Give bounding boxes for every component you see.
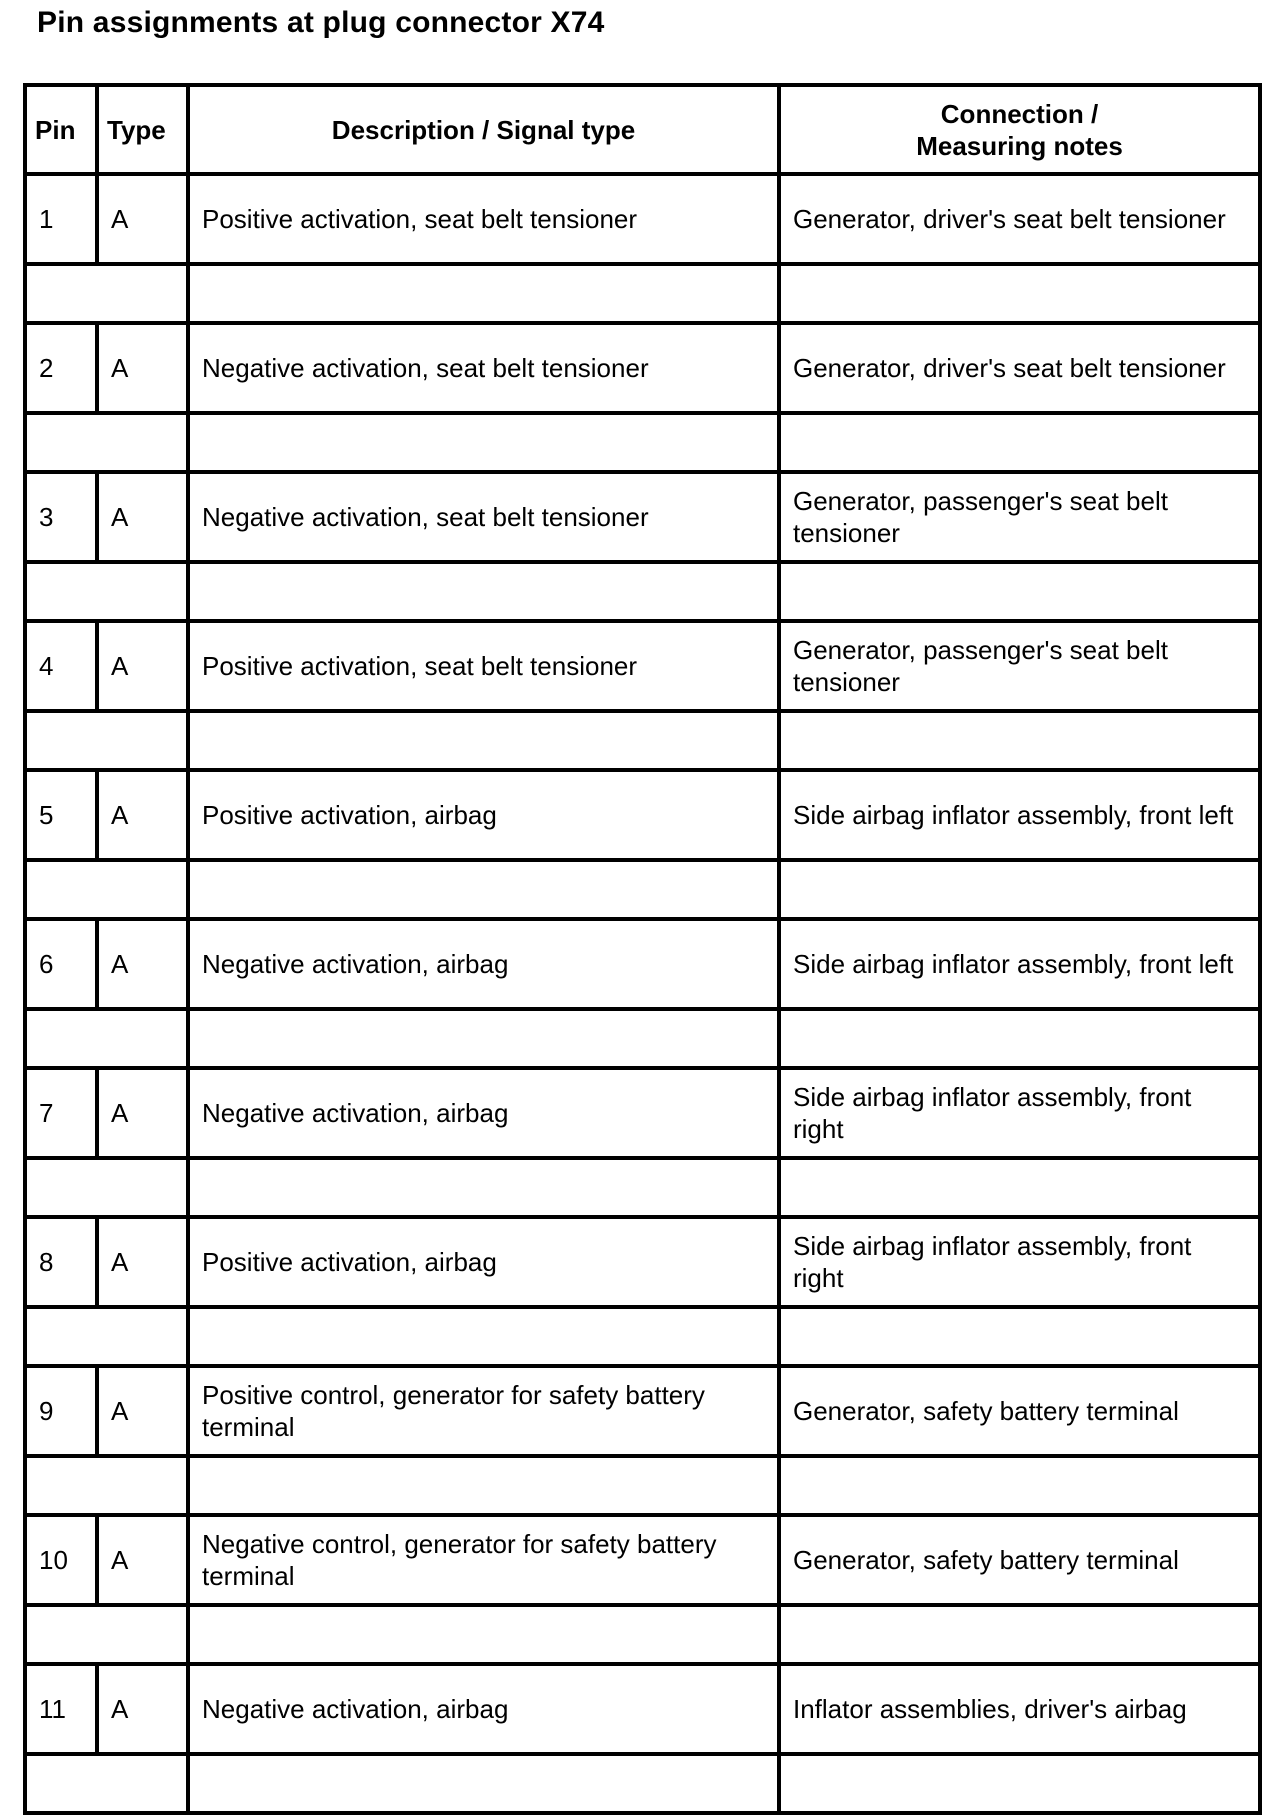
spacer-cell-connection — [779, 1009, 1260, 1068]
spacer-cell-connection — [779, 1158, 1260, 1217]
spacer-cell-pin-type — [25, 1456, 188, 1515]
spacer-cell-connection — [779, 1456, 1260, 1515]
cell-type: A — [97, 1366, 188, 1456]
cell-description: Negative activation, airbag — [188, 919, 779, 1009]
spacer-row — [25, 711, 1260, 770]
table-row — [25, 770, 1260, 860]
column-header-connection-text: Connection / Measuring notes — [916, 98, 1123, 161]
table-row — [25, 174, 1260, 264]
table-header-row — [25, 85, 1260, 174]
spacer-cell-pin-type — [25, 413, 188, 472]
table-body — [25, 174, 1260, 1813]
column-header-type: Type — [97, 85, 188, 174]
spacer-cell-connection — [779, 562, 1260, 621]
cell-pin: 9 — [25, 1366, 97, 1456]
cell-pin: 4 — [25, 621, 97, 711]
cell-description: Positive activation, airbag — [188, 1217, 779, 1307]
cell-pin: 7 — [25, 1068, 97, 1158]
spacer-row — [25, 1307, 1260, 1366]
cell-pin: 5 — [25, 770, 97, 860]
spacer-cell-description — [188, 860, 779, 919]
table-row — [25, 323, 1260, 413]
pin-assignment-table — [23, 83, 1262, 1815]
cell-type: A — [97, 1515, 188, 1605]
spacer-cell-pin-type — [25, 562, 188, 621]
page-title: Pin assignments at plug connector X74 — [37, 6, 605, 39]
spacer-cell-connection — [779, 1754, 1260, 1813]
cell-type: A — [97, 1664, 188, 1754]
cell-connection: Side airbag inflator assembly, front left — [779, 919, 1260, 1009]
cell-description: Positive activation, airbag — [188, 770, 779, 860]
spacer-cell-description — [188, 1009, 779, 1068]
spacer-cell-pin-type — [25, 1158, 188, 1217]
table-row — [25, 621, 1260, 711]
spacer-cell-connection — [779, 1307, 1260, 1366]
cell-connection: Generator, safety battery terminal — [779, 1366, 1260, 1456]
spacer-row — [25, 562, 1260, 621]
spacer-cell-description — [188, 264, 779, 323]
cell-connection: Generator, driver's seat belt tensioner — [779, 323, 1260, 413]
spacer-row — [25, 1456, 1260, 1515]
spacer-cell-description — [188, 1158, 779, 1217]
spacer-cell-pin-type — [25, 264, 188, 323]
cell-type: A — [97, 1217, 188, 1307]
cell-pin: 6 — [25, 919, 97, 1009]
cell-connection: Generator, passenger's seat belt tensioner — [779, 472, 1260, 562]
spacer-cell-connection — [779, 413, 1260, 472]
spacer-row — [25, 1754, 1260, 1813]
cell-type: A — [97, 323, 188, 413]
cell-connection: Side airbag inflator assembly, front left — [779, 770, 1260, 860]
cell-description: Negative activation, airbag — [188, 1068, 779, 1158]
spacer-cell-connection — [779, 264, 1260, 323]
spacer-cell-description — [188, 562, 779, 621]
spacer-row — [25, 860, 1260, 919]
spacer-row — [25, 264, 1260, 323]
cell-type: A — [97, 1068, 188, 1158]
table-row — [25, 1366, 1260, 1456]
cell-type: A — [97, 472, 188, 562]
spacer-cell-pin-type — [25, 1605, 188, 1664]
cell-description: Negative activation, airbag — [188, 1664, 779, 1754]
cell-description: Positive activation, seat belt tensioner — [188, 621, 779, 711]
cell-pin: 8 — [25, 1217, 97, 1307]
spacer-cell-pin-type — [25, 1009, 188, 1068]
cell-pin: 11 — [25, 1664, 97, 1754]
spacer-cell-pin-type — [25, 860, 188, 919]
cell-description: Positive activation, seat belt tensioner — [188, 174, 779, 264]
table-row — [25, 1515, 1260, 1605]
spacer-cell-description — [188, 1754, 779, 1813]
spacer-cell-connection — [779, 860, 1260, 919]
cell-type: A — [97, 919, 188, 1009]
cell-pin: 10 — [25, 1515, 97, 1605]
spacer-cell-description — [188, 1307, 779, 1366]
cell-connection: Side airbag inflator assembly, front right — [779, 1068, 1260, 1158]
cell-description: Negative activation, seat belt tensioner — [188, 472, 779, 562]
cell-connection: Generator, passenger's seat belt tensioner — [779, 621, 1260, 711]
spacer-row — [25, 1009, 1260, 1068]
spacer-row — [25, 413, 1260, 472]
column-header-pin: Pin — [25, 85, 97, 174]
table-row — [25, 1068, 1260, 1158]
spacer-cell-pin-type — [25, 1307, 188, 1366]
spacer-cell-description — [188, 711, 779, 770]
column-header-description: Description / Signal type — [188, 85, 779, 174]
spacer-cell-description — [188, 1456, 779, 1515]
spacer-cell-connection — [779, 711, 1260, 770]
spacer-cell-pin-type — [25, 711, 188, 770]
column-header-connection — [779, 85, 1260, 174]
cell-connection: Generator, driver's seat belt tensioner — [779, 174, 1260, 264]
cell-type: A — [97, 621, 188, 711]
cell-connection: Inflator assemblies, driver's airbag — [779, 1664, 1260, 1754]
table-row — [25, 919, 1260, 1009]
table-row — [25, 472, 1260, 562]
cell-connection: Side airbag inflator assembly, front right — [779, 1217, 1260, 1307]
table-row — [25, 1217, 1260, 1307]
cell-connection: Generator, safety battery terminal — [779, 1515, 1260, 1605]
cell-type: A — [97, 770, 188, 860]
spacer-cell-pin-type — [25, 1754, 188, 1813]
cell-type: A — [97, 174, 188, 264]
spacer-row — [25, 1605, 1260, 1664]
cell-pin: 2 — [25, 323, 97, 413]
cell-pin: 1 — [25, 174, 97, 264]
cell-description: Negative activation, seat belt tensioner — [188, 323, 779, 413]
spacer-cell-connection — [779, 1605, 1260, 1664]
spacer-cell-description — [188, 1605, 779, 1664]
spacer-row — [25, 1158, 1260, 1217]
cell-description: Negative control, generator for safety battery terminal — [188, 1515, 779, 1605]
cell-pin: 3 — [25, 472, 97, 562]
spacer-cell-description — [188, 413, 779, 472]
table-row — [25, 1664, 1260, 1754]
cell-description: Positive control, generator for safety battery terminal — [188, 1366, 779, 1456]
